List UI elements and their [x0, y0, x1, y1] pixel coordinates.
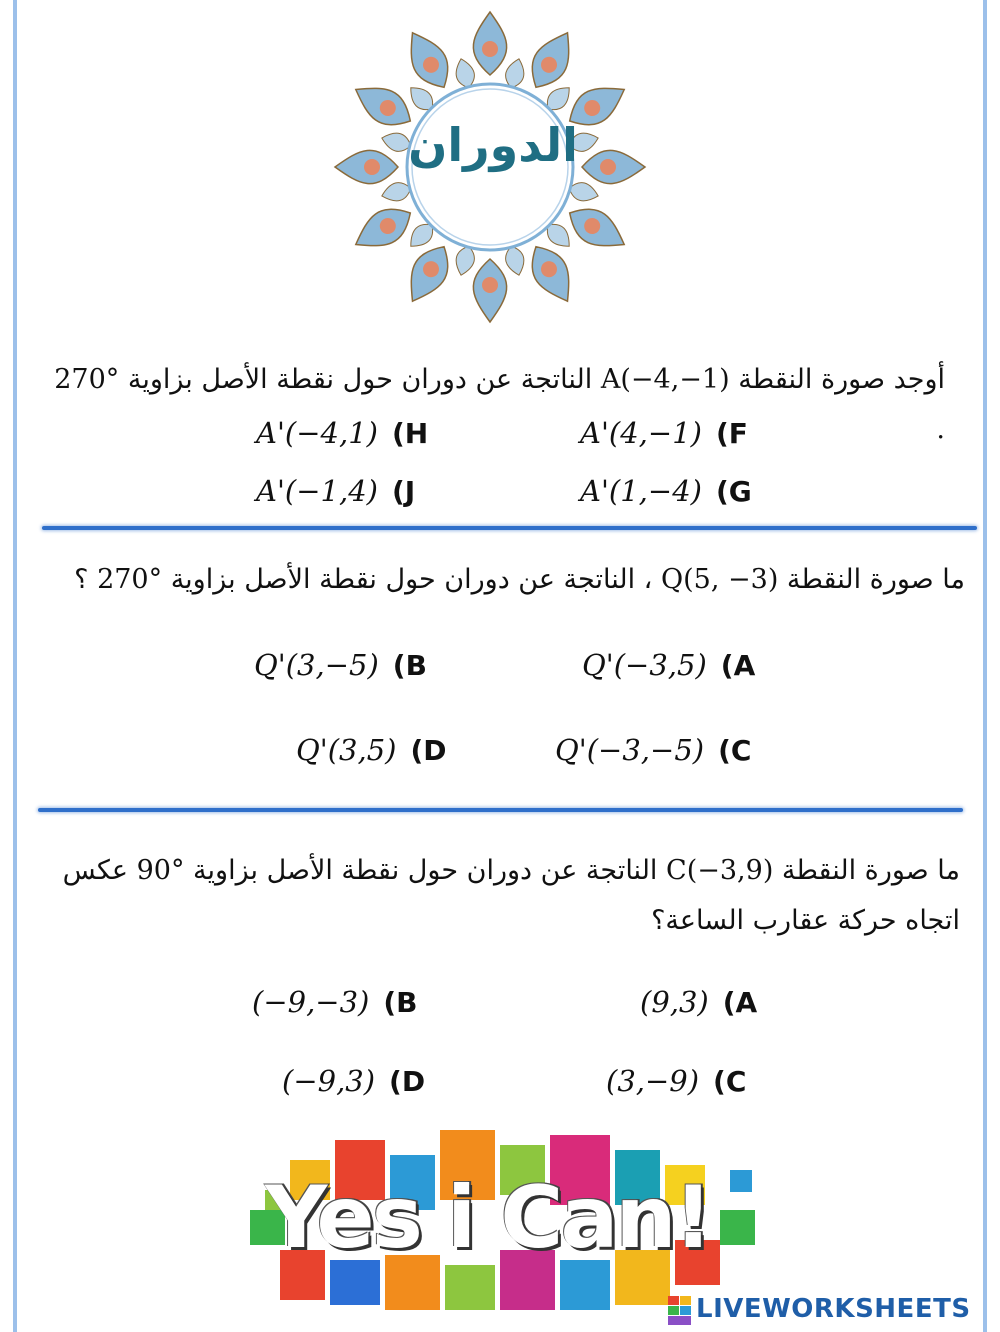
liveworksheets-brand[interactable]: LIVEWORKSHEETS — [696, 1294, 971, 1324]
q1-option-h[interactable]: A'(−4,1) (H — [256, 416, 429, 450]
yes-i-can-banner: Yes i Can! — [265, 1168, 710, 1268]
q2-option-d[interactable]: Q'(3,5) (D — [296, 733, 447, 767]
q3-option-c[interactable]: (3,−9) (C — [606, 1064, 747, 1098]
q1-option-g[interactable]: A'(1,−4) (G — [580, 474, 752, 508]
q2-option-a[interactable]: Q'(−3,5) (A — [582, 648, 756, 682]
question-2-text: ما صورة النقطة (3− ,5)Q ، الناتجة عن دوران حول نقطة الأصل بزاوية °270 ؟ — [74, 564, 965, 595]
q3-option-a[interactable]: (9,3) (A — [640, 985, 758, 1019]
q3-option-d[interactable]: (−9,3) (D — [282, 1064, 426, 1098]
q1-option-j[interactable]: A'(−1,4) (J — [256, 474, 416, 508]
page-title: الدوران — [408, 118, 578, 172]
left-border — [13, 0, 17, 1332]
right-border — [983, 0, 987, 1332]
question-1-text: أوجد صورة النقطة (1−,4−)A الناتجة عن دوران حول نقطة الأصل بزاوية °270 . — [54, 364, 945, 445]
liveworksheets-logo-icon — [668, 1296, 692, 1326]
q3-option-b[interactable]: (−9,−3) (B — [252, 985, 418, 1019]
section-divider — [38, 808, 963, 812]
q1-option-f[interactable]: A'(4,−1) (F — [580, 416, 748, 450]
q2-option-b[interactable]: Q'(3,−5) (B — [254, 648, 427, 682]
section-divider — [42, 526, 977, 530]
q2-option-c[interactable]: Q'(−3,−5) (C — [555, 733, 752, 767]
question-3-text: ما صورة النقطة (3,9−)C الناتجة عن دوران حول نقطة الأصل بزاوية °90 عكس اتجاه حركة عقارب الساعة؟ — [62, 855, 960, 936]
